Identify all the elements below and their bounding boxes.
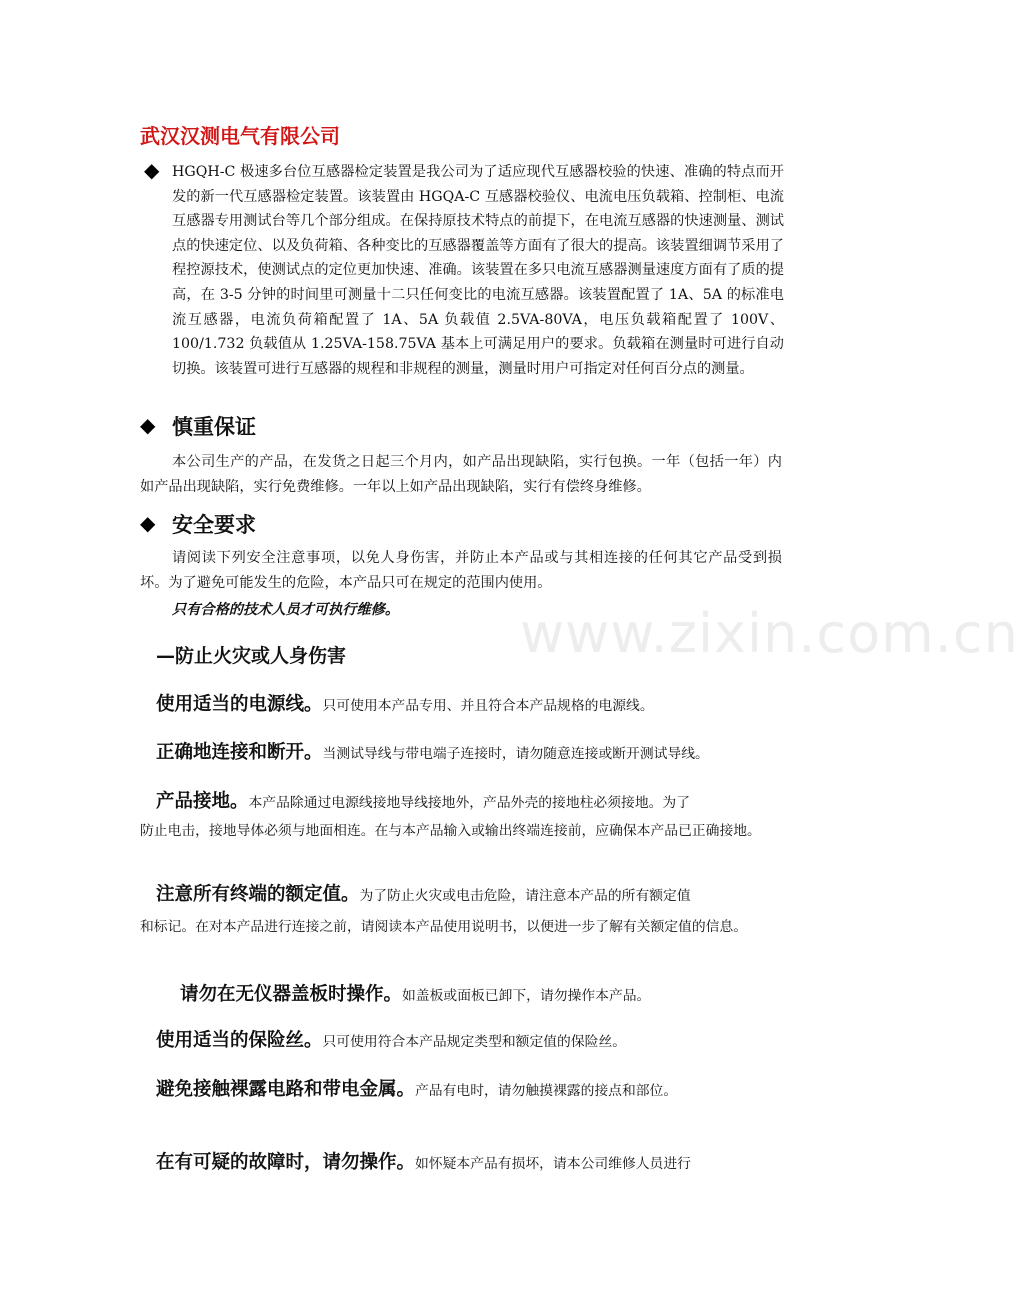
rule-text: 产品有电时，请勿触摸裸露的接点和部位。: [415, 1083, 678, 1099]
rule-terminal-ratings: [156, 880, 786, 906]
rule-text: 如盖板或面板已卸下，请勿操作本产品。: [402, 988, 651, 1004]
rule-grounding-continued: 防止电击，接地导体必须与地面相连。在与本产品输入或输出终端连接前，应确保本产品已正确接地。: [140, 823, 761, 839]
rule-connect-disconnect: [156, 738, 786, 764]
rule-title: 使用适当的保险丝。: [156, 1030, 323, 1051]
safety-paragraph: 请阅读下列安全注意事项，以免人身伤害，并防止本产品或与其相连接的任何其它产品受到损坏。为了避免可能发生的危险，本产品只可在规定的范围内使用。: [140, 550, 782, 591]
rule-title: 产品接地。: [156, 791, 249, 812]
rule-title: 避免接触裸露电路和带电金属。: [156, 1079, 416, 1100]
warranty-heading: 慎重保证: [172, 415, 256, 439]
intro-paragraph: HGQH-C 极速多台位互感器检定装置是我公司为了适应现代互感器校验的快速、准确的特点而开发的新一代互感器检定装置。该装置由 HGQA-C 互感器校验仪、电流电压负载箱、控制柜、电流互感器专用测试台等几个部分组成。在保持原技术特点的前提下，在电流互感器的快速测量、测试点的快速定位、以及负荷箱、各种变比的互感器覆盖等方面有了很大的提高。该装置细调节采用了程控源技术，使测试点的定位更加快速、准确。该装置在多只电流互感器测量速度方面有了质的提高，在 3-5 分钟的时间里可测量十二只任何变比的电流互感器。该装置配置了 1A、5A 的标准电流互感器，电流负荷箱配置了 1A、5A 负载值 2.5VA-80VA，电压负载箱配置了 100V、100/1.732 负载值从 1.25VA-158.75VA 基本上可满足用户的要求。负载箱在测量时可进行自动切换。该装置可进行互感器的规程和非规程的测量，测量时用户可指定对任何百分点的测量。: [172, 164, 784, 377]
rule-text: 为了防止火灾或电击危险，请注意本产品的所有额定值: [359, 888, 691, 904]
safety-heading: 安全要求: [172, 513, 256, 537]
rule-terminal-ratings-continued: 和标记。在对本产品进行连接之前，请阅读本产品使用说明书，以便进一步了解有关额定值的信息。: [140, 919, 748, 935]
rule-text: 只可使用本产品专用、并且符合本产品规格的电源线。: [322, 698, 654, 714]
rule-fuse: [156, 1026, 786, 1052]
diamond-bullet-icon: ◆: [144, 158, 160, 182]
watermark: www.zixin.com.cn: [520, 602, 1019, 665]
rule-text: 只可使用符合本产品规定类型和额定值的保险丝。: [322, 1034, 627, 1050]
rule-exposed-circuit: [156, 1075, 786, 1101]
rule-text: 本产品除通过电源线接地导线接地外，产品外壳的接地柱必须接地。为了: [248, 795, 691, 811]
fire-injury-subheading: —防止火灾或人身伤害: [156, 645, 347, 667]
company-name: 武汉汉测电气有限公司: [140, 124, 340, 148]
rule-cover-panel: [180, 980, 810, 1006]
rule-power-cord: [156, 690, 786, 716]
rule-grounding: [156, 787, 786, 813]
diamond-bullet-icon: ◆: [140, 511, 156, 535]
rule-text: 当测试导线与带电端子连接时，请勿随意连接或断开测试导线。: [322, 746, 709, 762]
rule-title: 在有可疑的故障时，请勿操作。: [156, 1152, 416, 1173]
rule-suspected-fault: [156, 1148, 786, 1174]
warranty-paragraph: 本公司生产的产品，在发货之日起三个月内，如产品出现缺陷，实行包换。一年（包括一年）内如产品出现缺陷，实行免费维修。一年以上如产品出现缺陷，实行有偿终身维修。: [140, 454, 782, 495]
rule-text: 如怀疑本产品有损坏，请本公司维修人员进行: [415, 1156, 691, 1172]
rule-title: 使用适当的电源线。: [156, 694, 323, 715]
diamond-bullet-icon: ◆: [140, 413, 156, 437]
rule-title: 正确地连接和断开。: [156, 742, 323, 763]
maintenance-note: 只有合格的技术人员才可执行维修。: [172, 602, 400, 618]
rule-title: 请勿在无仪器盖板时操作。: [180, 984, 403, 1005]
rule-title: 注意所有终端的额定值。: [156, 884, 360, 905]
